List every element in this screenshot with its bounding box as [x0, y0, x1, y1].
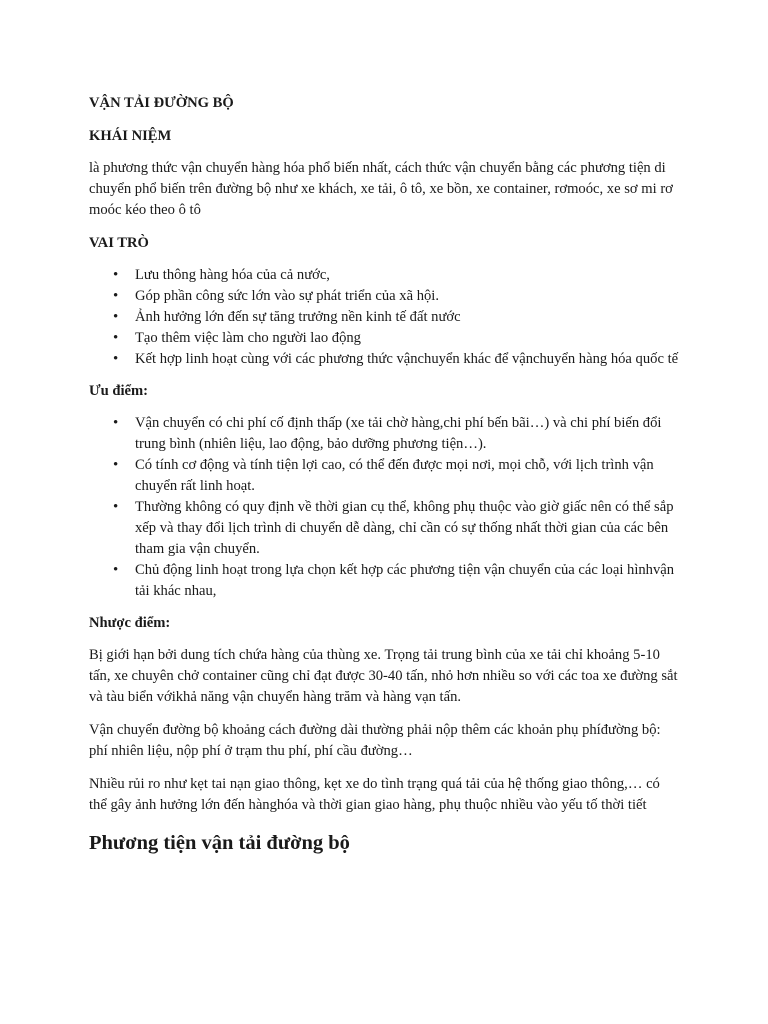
disadvantage-paragraph: Vận chuyển đường bộ khoảng cách đường dài thường phải nộp thêm các khoản phụ phíđường bộ: phí nhiên liệu, nộp phí ở trạm thu phí, phí cầu đường… [89, 722, 661, 759]
list-item: • Vận chuyển có chi phí cố định thấp (xe tải chờ hàng,chi phí bến bãi…) và chi phí biến đổi trung bình (nhiên liệu, lao động, bảo dưỡng phương tiện…). [135, 413, 680, 455]
advantages-heading: Ưu điểm: [89, 383, 149, 399]
list-item: • Kết hợp linh hoạt cùng với các phương thức vậnchuyển khác để vậnchuyển hàng hóa quốc tế [135, 349, 680, 370]
concept-paragraph: là phương thức vận chuyển hàng hóa phổ biến nhất, cách thức vận chuyển bằng các phương tiện di chuyển phổ biến trên đường bộ như xe khách, xe tải, ô tô, xe bồn, xe container, rơmoóc, xe sơ mi rơ moóc kéo theo ô tô [89, 160, 673, 218]
vehicles-heading: Phương tiện vận tải đường bộ [89, 832, 350, 854]
list-item: • Ảnh hưởng lớn đến sự tăng trưởng nền kinh tế đất nước [135, 307, 680, 328]
role-heading: VAI TRÒ [89, 235, 149, 251]
list-item: • Có tính cơ động và tính tiện lợi cao, có thể đến được mọi nơi, mọi chỗ, với lịch trình vận chuyển rất linh hoạt. [135, 455, 680, 497]
disadvantage-paragraph: Nhiều rủi ro như kẹt tai nạn giao thông, kẹt xe do tình trạng quá tải của hệ thống giao thông,… có thể gây ảnh hưởng lớn đến hànghóa và thời gian giao hàng, phụ thuộc nhiều vào yếu tố thời tiết [89, 776, 660, 813]
list-item: • Tạo thêm việc làm cho người lao động [135, 328, 680, 349]
disadvantages-heading: Nhược điểm: [89, 615, 171, 631]
role-list [89, 265, 680, 370]
disadvantage-paragraph: Bị giới hạn bởi dung tích chứa hàng của thùng xe. Trọng tải trung bình của xe tải chỉ khoảng 5-10 tấn, xe chuyên chở container cũng chỉ đạt được 30-40 tấn, nhỏ hơn nhiều so với các toa xe đường sắt và tàu biển vớikhả năng vận chuyển hàng trăm và hàng vạn tấn. [89, 647, 678, 705]
advantages-list [89, 413, 680, 602]
list-item: • Chủ động linh hoạt trong lựa chọn kết hợp các phương tiện vận chuyển của các loại hìnhvận tải khác nhau, [135, 560, 680, 602]
document-title: VẬN TẢI ĐƯỜNG BỘ [89, 95, 234, 111]
list-item: • Thường không có quy định về thời gian cụ thể, không phụ thuộc vào giờ giấc nên có thể sắp xếp và thay đổi lịch trình di chuyển dễ dàng, chỉ cần có sự thống nhất thời gian của các bên tham gia vận chuyển. [135, 497, 680, 560]
list-item: • Lưu thông hàng hóa của cả nước, [135, 265, 680, 286]
list-item: • Góp phần công sức lớn vào sự phát triển của xã hội. [135, 286, 680, 307]
concept-heading: KHÁI NIỆM [89, 128, 172, 144]
